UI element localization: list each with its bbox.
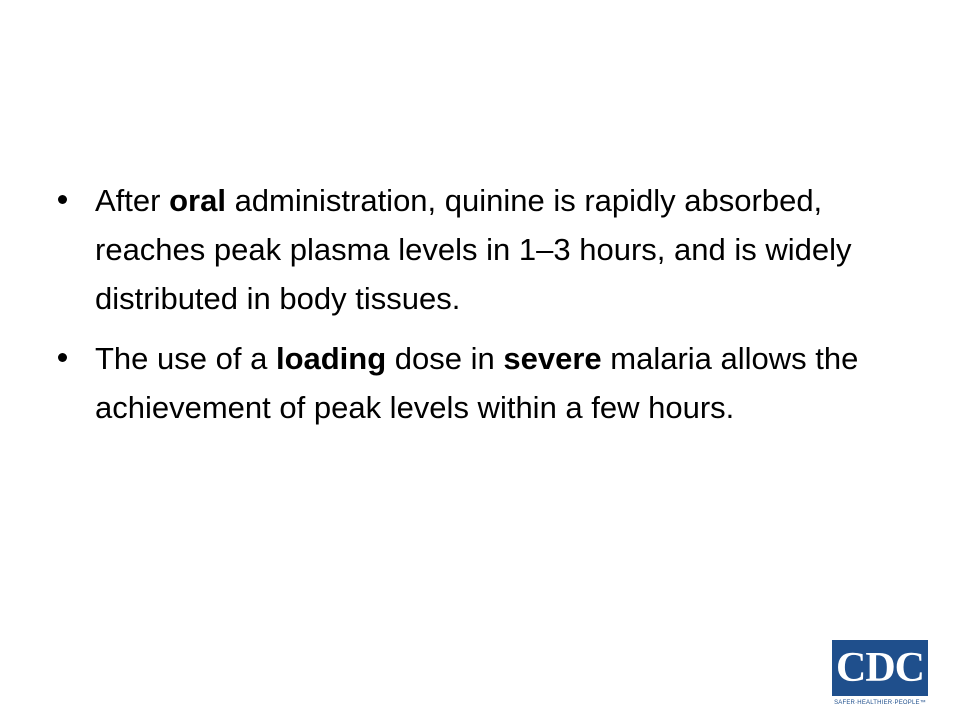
bullet-text-segment: administration, quinine is rapidly absorbed, reaches peak plasma levels in 1–3 hours, and is widely distributed in body tissues. xyxy=(95,183,852,316)
bullet-dot-icon xyxy=(58,195,67,204)
bullet-item xyxy=(58,176,918,323)
bullet-text-bold: severe xyxy=(503,341,602,376)
bullet-text-bold: loading xyxy=(275,341,387,376)
cdc-logo xyxy=(832,640,928,712)
cdc-logo-box xyxy=(832,640,928,696)
cdc-logo-wordmark: CDC xyxy=(836,645,924,691)
bullet-text-segment: After xyxy=(95,183,170,218)
bullet-item xyxy=(58,334,918,432)
bullet-list xyxy=(58,176,918,443)
bullet-dot-icon xyxy=(58,353,67,362)
bullet-text-segment: The use of a xyxy=(95,341,276,376)
bullet-text-segment: malaria allows the achievement of peak levels within a few hours. xyxy=(95,341,859,425)
cdc-logo-tagline: SAFER·HEALTHIER·PEOPLE™ xyxy=(834,700,926,706)
bullet-text-bold: oral xyxy=(169,183,226,218)
bullet-text-segment: dose in xyxy=(386,341,504,376)
